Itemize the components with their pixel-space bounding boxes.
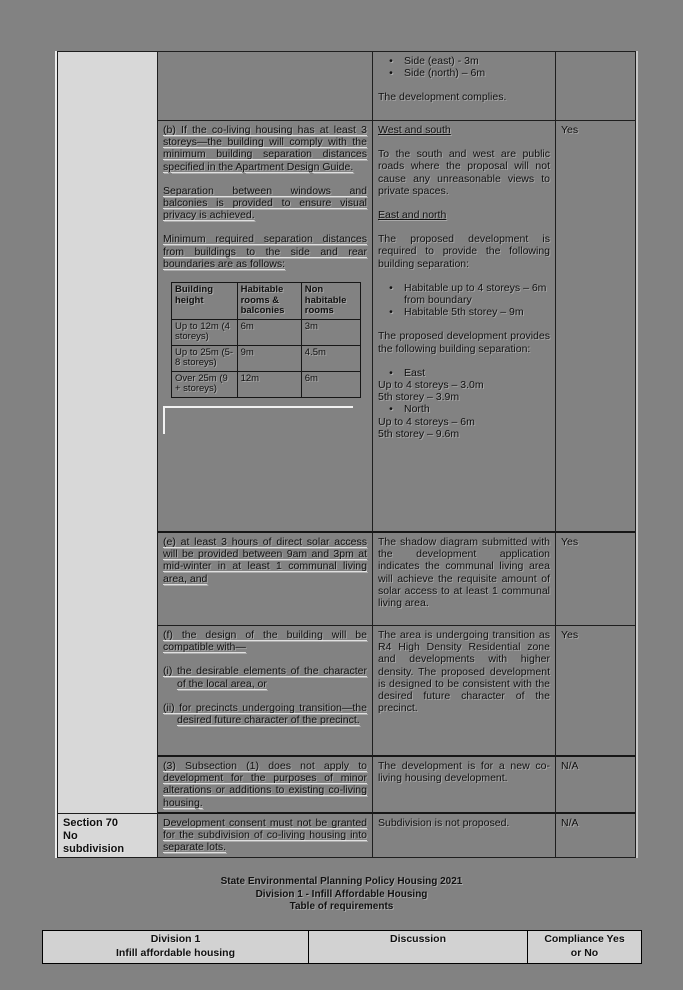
discussion-b-p3: The proposed development provides the following building separation:	[378, 330, 550, 355]
discussion-cell-s70	[373, 814, 556, 857]
required-sep-1: Habitable up to 4 storeys – 6m from boundary	[404, 281, 547, 307]
division-title: Division 1 - Infill Affordable Housing	[255, 888, 428, 900]
discussion-3-text: The development is for a new co-living housing development.	[378, 760, 550, 785]
table-row	[172, 345, 361, 371]
setback-north: Side (north) – 6m	[404, 67, 486, 80]
header-division-line1: Division 1	[150, 933, 201, 945]
section-70-line: subdivision	[63, 843, 125, 855]
list-item	[378, 367, 550, 379]
criteria-b-p2: Separation between windows and balconies is provided to ensure visual privacy is achieved.	[163, 184, 367, 222]
discussion-cell-f	[373, 626, 556, 757]
bullet-icon: •	[389, 67, 393, 80]
table-of-requirements-label: Table of requirements	[289, 901, 394, 912]
col-header-habitable: Habitable rooms & balconies	[237, 283, 301, 320]
compliance-cell-s70	[556, 814, 635, 857]
cell-height-2: Up to 25m (5-8 storeys)	[172, 345, 238, 371]
east-line-1: Up to 4 storeys – 3.0m	[378, 379, 484, 392]
list-item	[378, 282, 550, 306]
bullet-icon: •	[389, 55, 393, 67]
criteria-cell-f	[158, 626, 373, 757]
cell-nonhab-3: 6m	[301, 371, 360, 397]
compliance-cell-3	[556, 757, 635, 814]
heading-east-north: East and north	[378, 209, 447, 222]
section-70-line: No	[63, 830, 78, 842]
compliance-value: Yes	[561, 536, 579, 548]
header-compliance-line1: Compliance Yes	[544, 933, 625, 945]
criteria-f-p2: (i) the desirable elements of the character of the local area, or	[163, 665, 367, 690]
compliance-cell-f	[556, 626, 635, 757]
discussion-b-p1: To the south and west are public roads where the proposal will not cause any unreasonable views to private spaces.	[378, 148, 550, 197]
cell-hab-2: 9m	[237, 345, 301, 371]
header-compliance-line2: or No	[570, 947, 599, 959]
discussion-cell-e	[373, 533, 556, 626]
requirements-header-table	[42, 930, 642, 964]
north-line-2: 5th storey – 9.6m	[378, 427, 460, 440]
compliance-cell-b	[556, 121, 635, 533]
section-label-column	[58, 52, 158, 814]
list-item	[378, 55, 550, 67]
bullet-icon: •	[389, 281, 393, 294]
header-cell-discussion	[309, 931, 528, 963]
next-table-title	[0, 876, 683, 914]
header-discussion-label: Discussion	[389, 933, 447, 945]
list-item	[378, 403, 550, 415]
criteria-b-p3: Minimum required separation distances from buildings to the side and rear boundaries are as follows:	[163, 233, 367, 270]
carry-row-discussion-cell	[373, 52, 556, 121]
discussion-cell-b	[373, 121, 556, 533]
criteria-3-text: (3) Subsection (1) does not apply to development for the purposes of minor alterations or additions to existing co-living housing.	[163, 760, 367, 809]
discussion-cell-3	[373, 757, 556, 814]
bullet-icon: •	[389, 366, 393, 379]
setback-bullet-list	[378, 55, 550, 79]
cell-height-1: Up to 12m (4 storeys)	[172, 319, 238, 345]
required-separation-list	[378, 282, 550, 319]
cell-nonhab-2: 4.5m	[301, 345, 360, 371]
bullet-icon: •	[389, 403, 393, 416]
separation-distances-table	[171, 282, 361, 398]
cell-hab-3: 12m	[237, 371, 301, 397]
col-header-building-height: Building height	[172, 283, 238, 320]
carry-row-compliance-cell	[556, 52, 635, 121]
heading-west-south: West and south	[378, 124, 451, 136]
policy-title: State Environmental Planning Policy Housing 2021	[220, 876, 463, 887]
list-item	[378, 67, 550, 79]
criteria-s70-text: Development consent must not be granted for the subdivision of co-living housing into separate lots.	[163, 817, 367, 854]
bullet-icon: •	[389, 306, 393, 319]
section-70-cell	[58, 814, 158, 857]
table-row	[172, 283, 361, 320]
scan-artifact	[163, 406, 353, 434]
cell-nonhab-1: 3m	[301, 319, 360, 345]
east-label: East	[404, 366, 426, 379]
criteria-b-p1: (b) If the co-living housing has at least 3 storeys—the building will comply with the minimum building separation distances specified in the Apartment Design Guide.	[163, 124, 367, 173]
north-label: North	[404, 403, 430, 416]
compliance-value: Yes	[561, 629, 579, 641]
col-header-non-habitable: Non habitable rooms	[301, 283, 360, 320]
list-item	[378, 306, 550, 318]
compliance-cell-e	[556, 533, 635, 626]
header-division-line2: Infill affordable housing	[116, 947, 235, 959]
cell-height-3: Over 25m (9 + storeys)	[172, 371, 238, 397]
setback-east: Side (east) - 3m	[404, 55, 479, 67]
complies-statement: The development complies.	[378, 91, 507, 104]
required-sep-2: Habitable 5th storey – 9m	[404, 306, 524, 319]
east-line-2: 5th storey – 3.9m	[378, 391, 460, 404]
compliance-value: Yes	[561, 124, 579, 136]
discussion-f-text: The area is undergoing transition as R4 High Density Residential zone and developments with higher density. The proposed development is designed to be consistent with the desired future character of the precinct.	[378, 629, 550, 715]
criteria-f-p3: (ii) for precincts undergoing transition—the desired future character of the precinct.	[163, 701, 367, 727]
criteria-cell-e	[158, 533, 373, 626]
criteria-cell-b	[158, 121, 373, 533]
cell-hab-1: 6m	[237, 319, 301, 345]
discussion-s70-text: Subdivision is not proposed.	[378, 817, 510, 829]
criteria-cell-s70	[158, 814, 373, 857]
discussion-e-text: The shadow diagram submitted with the development application indicates the communal living area will achieve the requisite amount of solar access to at least 1 communal living area.	[378, 536, 550, 610]
compliance-value: N/A	[561, 760, 579, 772]
criteria-f-p1: (f) the design of the building will be compatible with—	[163, 629, 367, 654]
carry-row-criteria-cell	[158, 52, 373, 121]
section-70-line: Section 70	[63, 817, 119, 829]
compliance-table	[57, 51, 636, 858]
table-row	[172, 319, 361, 345]
header-cell-division	[43, 931, 309, 963]
criteria-cell-3	[158, 757, 373, 814]
discussion-b-p2: The proposed development is required to provide the following building separation:	[378, 233, 550, 270]
north-line-1: Up to 4 storeys – 6m	[378, 415, 475, 428]
criteria-e-text: (e) at least 3 hours of direct solar access will be provided between 9am and 3pm at mid-winter in at least 1 communal living area, and	[163, 536, 367, 585]
header-cell-compliance	[528, 931, 641, 963]
table-row	[172, 371, 361, 397]
compliance-value: N/A	[561, 817, 579, 829]
